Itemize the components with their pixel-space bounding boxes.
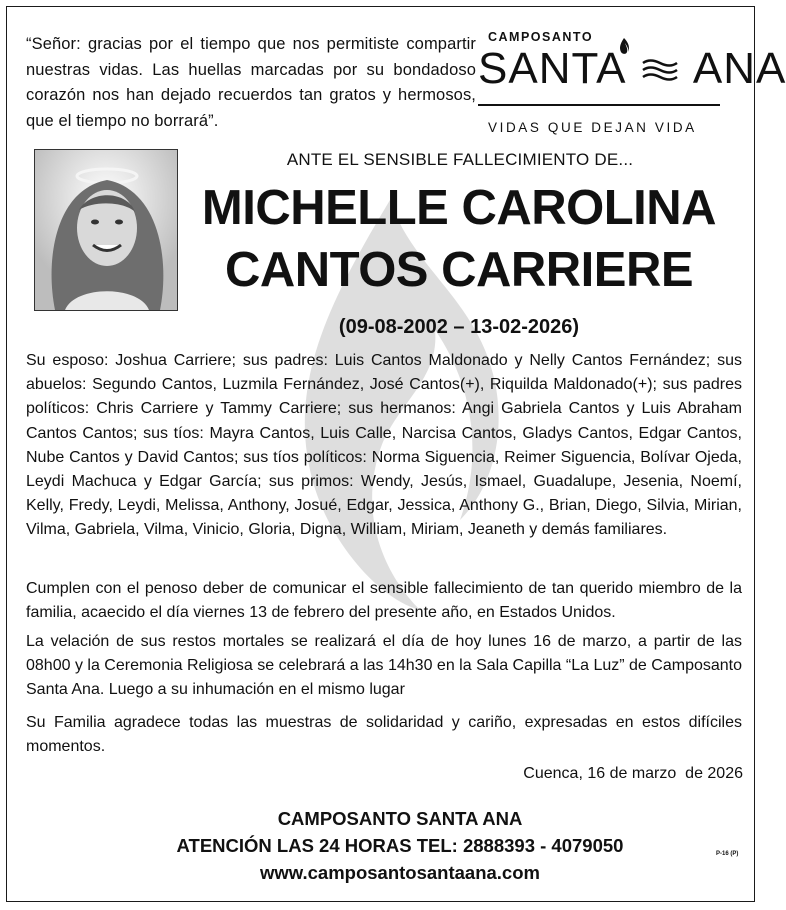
footer-phone: ATENCIÓN LAS 24 HORAS TEL: 2888393 - 4079050 bbox=[176, 835, 624, 856]
memorial-quote: “Señor: gracias por el tiempo que nos permitiste compartir nuestras vidas. Las huellas marcadas por su bondadoso corazón nos han dejado recuerdos tan gratos y hermosos, que el tiempo no borrará”. bbox=[26, 35, 476, 130]
footer-website-link[interactable]: www.camposantosantaana.com bbox=[260, 862, 540, 883]
deceased-name bbox=[186, 177, 732, 301]
deceased-name-line2: CANTOS CARRIERE bbox=[224, 243, 694, 297]
thanks-paragraph: Su Familia agradece todas las muestras de solidaridad y cariño, expresadas en estos difíciles momentos. bbox=[26, 714, 742, 756]
logo-top-text: CAMPOSANTO bbox=[488, 30, 594, 44]
logo-wordmark bbox=[478, 44, 786, 94]
announcement-paragraph: Cumplen con el penoso deber de comunicar el sensible fallecimiento de tan querido miembro de la familia, acaecido el día viernes 13 de febrero del presente año, en Estados Unidos. bbox=[26, 580, 742, 622]
ad-code: P-16 (P) bbox=[716, 851, 739, 857]
life-dates: (09-08-2002 – 13-02-2026) bbox=[338, 316, 580, 338]
footer-contact bbox=[100, 805, 700, 886]
deceased-name-line1: MICHELLE CAROLINA bbox=[201, 181, 717, 235]
portrait-image bbox=[35, 150, 177, 310]
logo-wave-icon bbox=[640, 51, 680, 85]
logo-divider bbox=[478, 104, 720, 106]
logo-word-left: SANTA bbox=[478, 44, 627, 93]
portrait-photo bbox=[34, 149, 178, 311]
place-and-date: Cuenca, 16 de marzo de 2026 bbox=[523, 765, 743, 782]
logo-tagline: VIDAS QUE DEJAN VIDA bbox=[488, 120, 697, 135]
announcement-lead: ANTE EL SENSIBLE FALLECIMIENTO DE... bbox=[286, 150, 634, 169]
footer-company: CAMPOSANTO SANTA ANA bbox=[277, 808, 523, 829]
logo-word-right: ANA bbox=[692, 44, 786, 93]
family-paragraph: Su esposo: Joshua Carriere; sus padres: Luis Cantos Maldonado y Nelly Cantos Fernández; sus abuelos: Segundo Cantos, Luzmila Fernández, José Cantos(+), Riquilda Maldonado(+); sus padres políticos: Chris Carriere y Tammy Carriere; sus hermanos: Angi Gabriela Cantos y Luis Abraham Cantos Cantos; sus tíos: Mayra Cantos, Luis Calle, Narcisa Cantos, Gladys Cantos, Edgar Cantos, Nube Cantos y David Cantos; sus tíos políticos: Norma Siguencia, Reimer Siguencia, Bolívar Ojeda, Leydi Machuca y Edgar García; sus primos: Wendy, Jesús, Ismael, Guadalupe, Jesenia, Noemí, Kelly, Fredy, Leydi, Melissa, Anthony, Josué, Edgar, Jessica, Anthony G., Brian, Diego, Silvia, Mirian, Vilma, Gabriela, Vilma, Vinicio, Gloria, Digna, William, Miriam, Jeaneth y demás familiares. bbox=[26, 352, 742, 539]
camposanto-logo bbox=[478, 30, 786, 142]
ceremony-paragraph: La velación de sus restos mortales se realizará el día de hoy lunes 16 de marzo, a partir de las 08h00 y la Ceremonia Religiosa se celebrará a las 14h30 en la Sala Capilla “La Luz” de Camposanto Santa Ana. Luego a su inhumación en el mismo lugar bbox=[26, 633, 742, 699]
